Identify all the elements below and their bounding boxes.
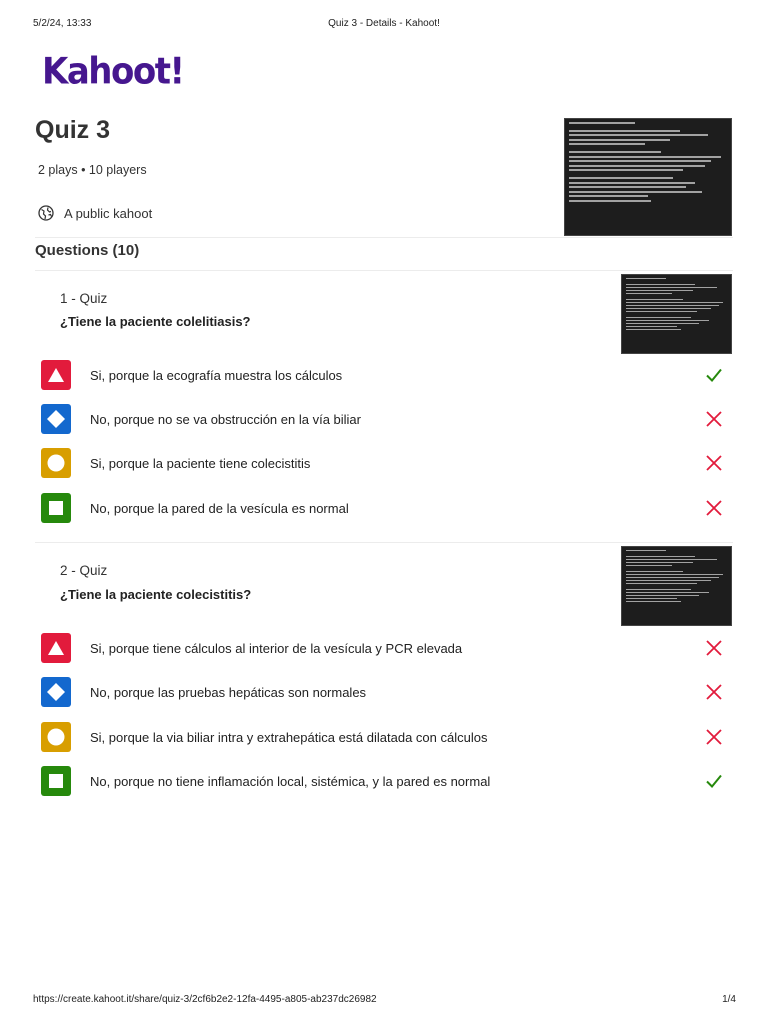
square-icon — [41, 766, 71, 796]
question-meta: 1 - Quiz — [60, 291, 108, 306]
question-image — [621, 546, 732, 626]
circle-icon — [41, 722, 71, 752]
divider — [35, 542, 733, 543]
answer-label: No, porque las pruebas hepáticas son normales — [90, 684, 367, 700]
logo-text: Kahoot! — [42, 50, 184, 94]
answer-row — [41, 359, 733, 391]
questions-heading: Questions (10) — [35, 242, 140, 259]
square-icon — [41, 493, 71, 523]
print-title: Quiz 3 - Details - Kahoot! — [328, 18, 440, 29]
visibility-row — [38, 205, 152, 221]
checkmark-icon — [703, 770, 725, 792]
answer-row — [41, 676, 733, 708]
print-datetime: 5/2/24, 13:33 — [33, 18, 92, 29]
answer-row — [41, 765, 733, 797]
answer-row — [41, 721, 733, 753]
cross-icon — [703, 681, 725, 703]
checkmark-icon — [703, 364, 725, 386]
answer-label: Si, porque tiene cálculos al interior de la vesícula y PCR elevada — [90, 640, 463, 656]
answer-label: No, porque no tiene inflamación local, sistémica, y la pared es normal — [90, 773, 491, 789]
quiz-title: Quiz 3 — [35, 116, 111, 144]
diamond-icon — [41, 404, 71, 434]
answer-row — [41, 492, 733, 524]
diamond-icon — [41, 677, 71, 707]
cross-icon — [703, 497, 725, 519]
divider — [35, 270, 733, 271]
question-text: ¿Tiene la paciente colecistitis? — [60, 587, 252, 602]
answer-row — [41, 632, 733, 664]
answer-row — [41, 403, 733, 435]
divider — [35, 237, 733, 238]
cross-icon — [703, 408, 725, 430]
circle-icon — [41, 448, 71, 478]
print-url: https://create.kahoot.it/share/quiz-3/2cf6b2e2-12fa-4495-a805-ab237dc26982 — [33, 994, 377, 1005]
cross-icon — [703, 452, 725, 474]
answer-label: Si, porque la ecografía muestra los cálculos — [90, 367, 343, 383]
page-number: 1/4 — [722, 994, 736, 1005]
answer-row — [41, 447, 733, 479]
cross-icon — [703, 726, 725, 748]
answer-label: No, porque la pared de la vesícula es normal — [90, 500, 349, 516]
question-text: ¿Tiene la paciente colelitiasis? — [60, 314, 251, 329]
triangle-icon — [41, 633, 71, 663]
question-image — [621, 274, 732, 354]
visibility-label: A public kahoot — [64, 205, 153, 221]
answer-label: Si, porque la via biliar intra y extrahepática está dilatada con cálculos — [90, 729, 488, 745]
kahoot-logo[interactable] — [42, 50, 183, 94]
answer-label: Si, porque la paciente tiene colecistitis — [90, 455, 311, 471]
cross-icon — [703, 637, 725, 659]
globe-icon — [38, 205, 54, 221]
question-meta: 2 - Quiz — [60, 563, 108, 578]
triangle-icon — [41, 360, 71, 390]
quiz-cover-image — [564, 118, 732, 236]
quiz-stats: 2 plays • 10 players — [38, 163, 147, 177]
answer-label: No, porque no se va obstrucción en la vía biliar — [90, 411, 361, 427]
